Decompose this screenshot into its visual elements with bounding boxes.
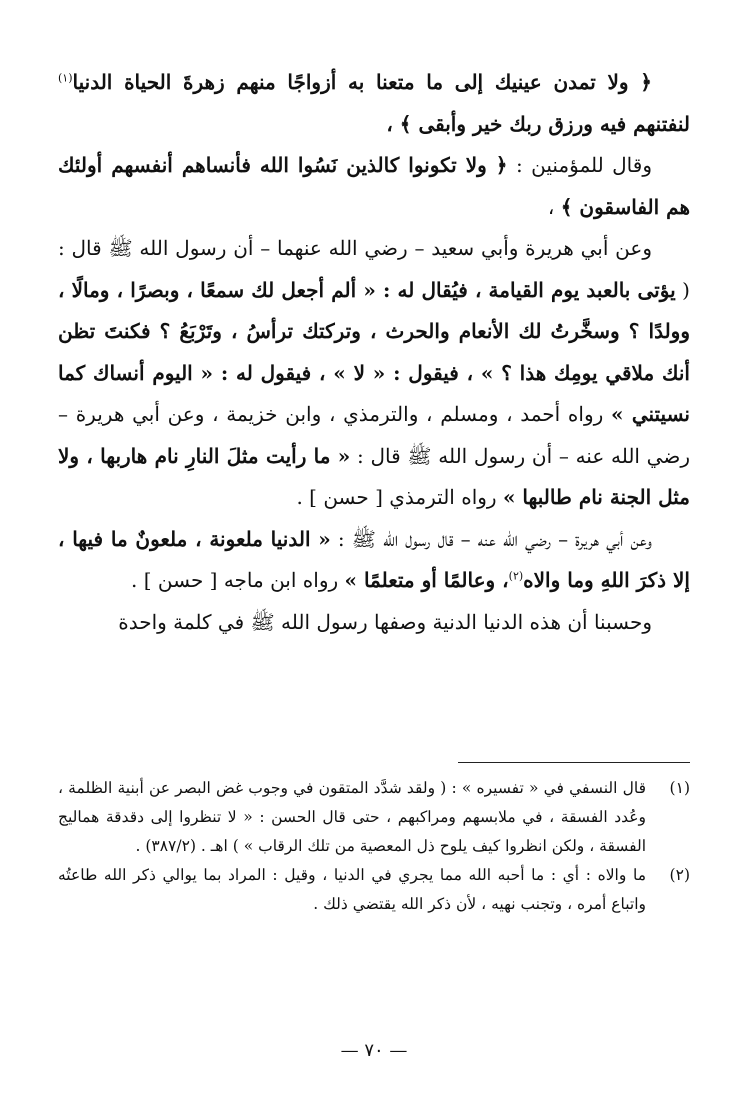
paragraph xyxy=(58,145,690,228)
hadith-text: « الدنيا ملعونة ، ملعونٌ ما فيها ، إلا ذكرَ اللهِ وما والاه xyxy=(58,526,690,592)
hadith-text: ، وعالمًا أو متعلمًا » xyxy=(344,568,509,592)
footnote-number: (٢) xyxy=(669,866,690,884)
footnote-ref: (٢) xyxy=(508,569,524,583)
quran-verse: ﴿ ولا تكونوا كالذين نَسُوا الله فأنساهم أنفسهم أولئك هم الفاسقون ﴾ xyxy=(58,153,690,219)
quran-verse: لنفتنهم فيه ورزق ربك خير وأبقى ﴾ ، xyxy=(386,111,690,136)
main-text xyxy=(58,62,690,643)
quran-verse: ﴿ ولا تمدن عينيك إلى ما متعنا به أزواجًا منهم زهرةَ الحياة الدنيا xyxy=(72,70,652,94)
paragraph xyxy=(58,602,690,644)
footnote-text: قال النسفي في « تفسيره » : ( ولقد شدَّد المتقون في وجوب غض البصر عن أبنية الظلمة ، وعُدد الفسقة ، في ملابسهم ومراكبهم ، حتى قال الحسن : « لا تنظروا إلى دقدقة هماليج الفسقة ، ولكن انظروا كيف يلوح ذل المعصية من تلك الرقاب » ) اهـ . (٣٨٧/٢) . xyxy=(58,779,646,855)
book-page xyxy=(58,62,690,1062)
footnote xyxy=(58,861,690,919)
footnote xyxy=(58,774,690,861)
footnotes xyxy=(58,774,690,919)
paragraph xyxy=(58,228,690,519)
footnote-ref: (١) xyxy=(58,71,73,85)
text-run: وحسبنا أن هذه الدنيا الدنية وصفها رسول الله ﷺ في كلمة واحدة xyxy=(118,609,652,634)
paragraph xyxy=(58,519,690,602)
hadith-text: « ما رأيت مثلَ النارِ نام هاربها ، ولا مثل الجنة نام طالبها » xyxy=(58,443,690,509)
text-run: رواه ابن ماجه [ حسن ] . xyxy=(131,568,345,592)
hadith-text: يؤتى بالعبد يوم القيامة ، فيُقال له : « ألم أجعل لك سمعًا ، وبصرًا ، ومالًا ، وولدًا ؟ وسخَّرتُ لك الأنعام والحرث ، وتركتك ترأسُ ، وتَرْبَعُ ؟ فكنتَ تظن أنك ملاقي يومِك هذا ؟ » ، فيقول : « لا » ، فيقول له : « اليوم أنساك كما نسيتني » xyxy=(58,277,690,426)
text-run: رواه أحمد ، ومسلم ، والترمذي ، وابن خزيمة ، وعن أبي هريرة – رضي الله عنه – أن رسول الله ﷺ قال : xyxy=(58,402,690,468)
footnote-number: (١) xyxy=(669,779,690,797)
text-run: وعن أبي هريرة وأبي سعيد – رضي الله عنهما – أن رسول الله ﷺ قال : ( xyxy=(58,236,690,302)
text-run: ، xyxy=(547,194,561,219)
text-run: وقال للمؤمنين : xyxy=(507,153,652,177)
paragraph xyxy=(58,62,690,145)
text-run: رواه الترمذي [ حسن ] . xyxy=(296,485,503,509)
text-run: وعن أبي هريرة – رضي الله عنه – قال رسول الله ﷺ : xyxy=(330,526,652,551)
footnote-divider xyxy=(458,762,690,763)
page-number: — ٧٠ — xyxy=(340,1040,408,1061)
footnote-text: ما والاه : أي : ما أحبه الله مما يجري في الدنيا ، وقيل : المراد بما يوالي ذكر الله طاعتُه واتباع أمره ، وتجنب نهيه ، لأن ذكر الله يقتضي ذلك . xyxy=(58,866,646,913)
